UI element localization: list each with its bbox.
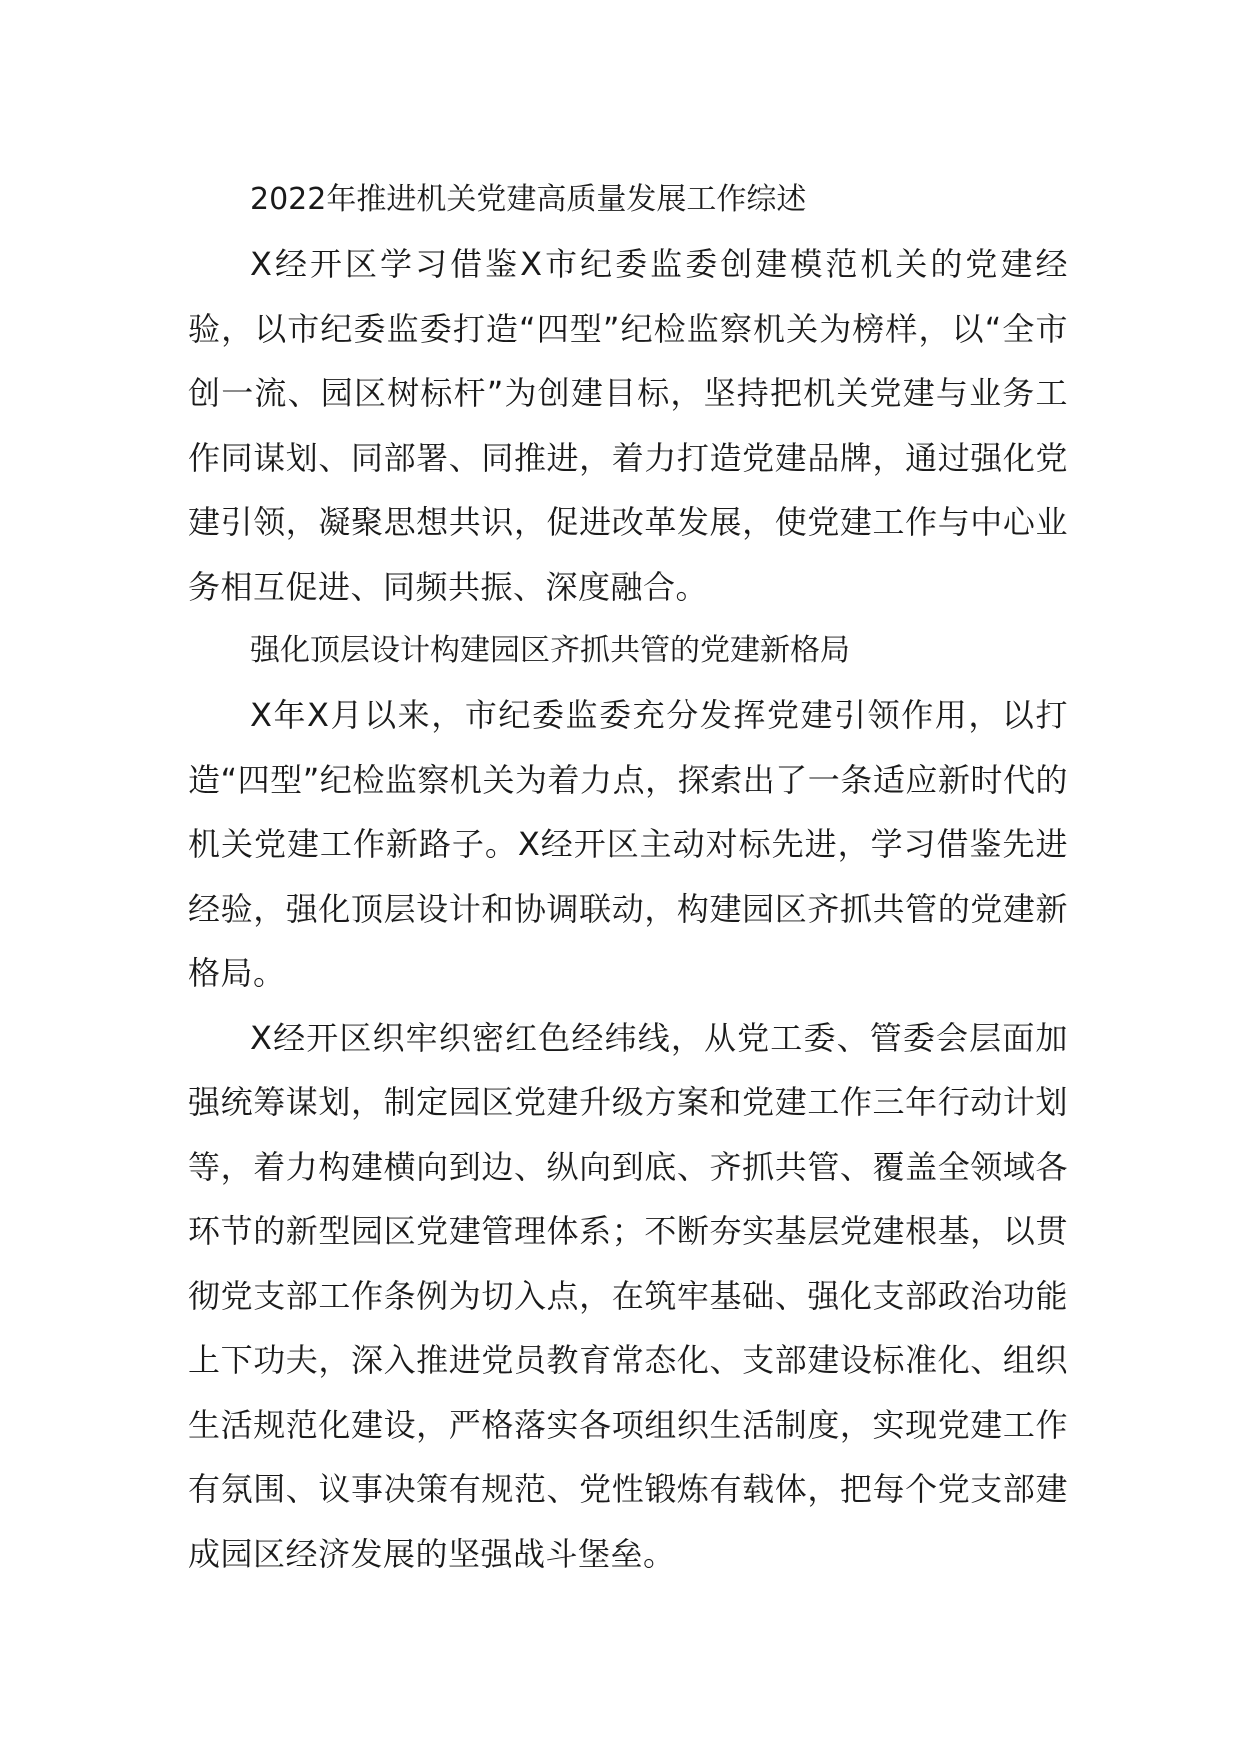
paragraph-measures: X经开区织牢织密红色经纬线，从党工委、管委会层面加强统筹谋划，制定园区党建升级方案和党建工作三年行动计划等，着力构建横向到边、纵向到底、齐抓共管、覆盖全领域各环节的新型园区党建管理体系；不断夯实基层党建根基，以贯彻党支部工作条例为切入点，在筑牢基础、强化支部政治功能上下功夫，深入推进党员教育常态化、支部建设标准化、组织生活规范化建设，严格落实各项组织生活制度，实现党建工作有氛围、议事决策有规范、党性锻炼有载体，把每个党支部建成园区经济发展的坚强战斗堡垒。 [188, 1018, 1068, 1573]
paragraph-intro: X经开区学习借鉴X市纪委监委创建模范机关的党建经验，以市纪委监委打造“四型”纪检监察机关为榜样，以“全市创一流、园区树标杆”为创建目标，坚持把机关党建与业务工作同谋划、同部署、同推进，着力打造党建品牌，通过强化党建引领，凝聚思想共识，促进改革发展，使党建工作与中心业务相互促进、同频共振、深度融合。 [188, 245, 1068, 606]
section-heading: 强化顶层设计构建园区齐抓共管的党建新格局 [250, 633, 850, 668]
document-body [188, 168, 1068, 1586]
document-title: 2022年推进机关党建高质量发展工作综述 [250, 182, 807, 217]
paragraph-background: X年X月以来，市纪委监委充分发挥党建引领作用，以打造“四型”纪检监察机关为着力点，探索出了一条适应新时代的机关党建工作新路子。X经开区主动对标先进，学习借鉴先进经验，强化顶层设计和协调联动，构建园区齐抓共管的党建新格局。 [188, 696, 1068, 992]
